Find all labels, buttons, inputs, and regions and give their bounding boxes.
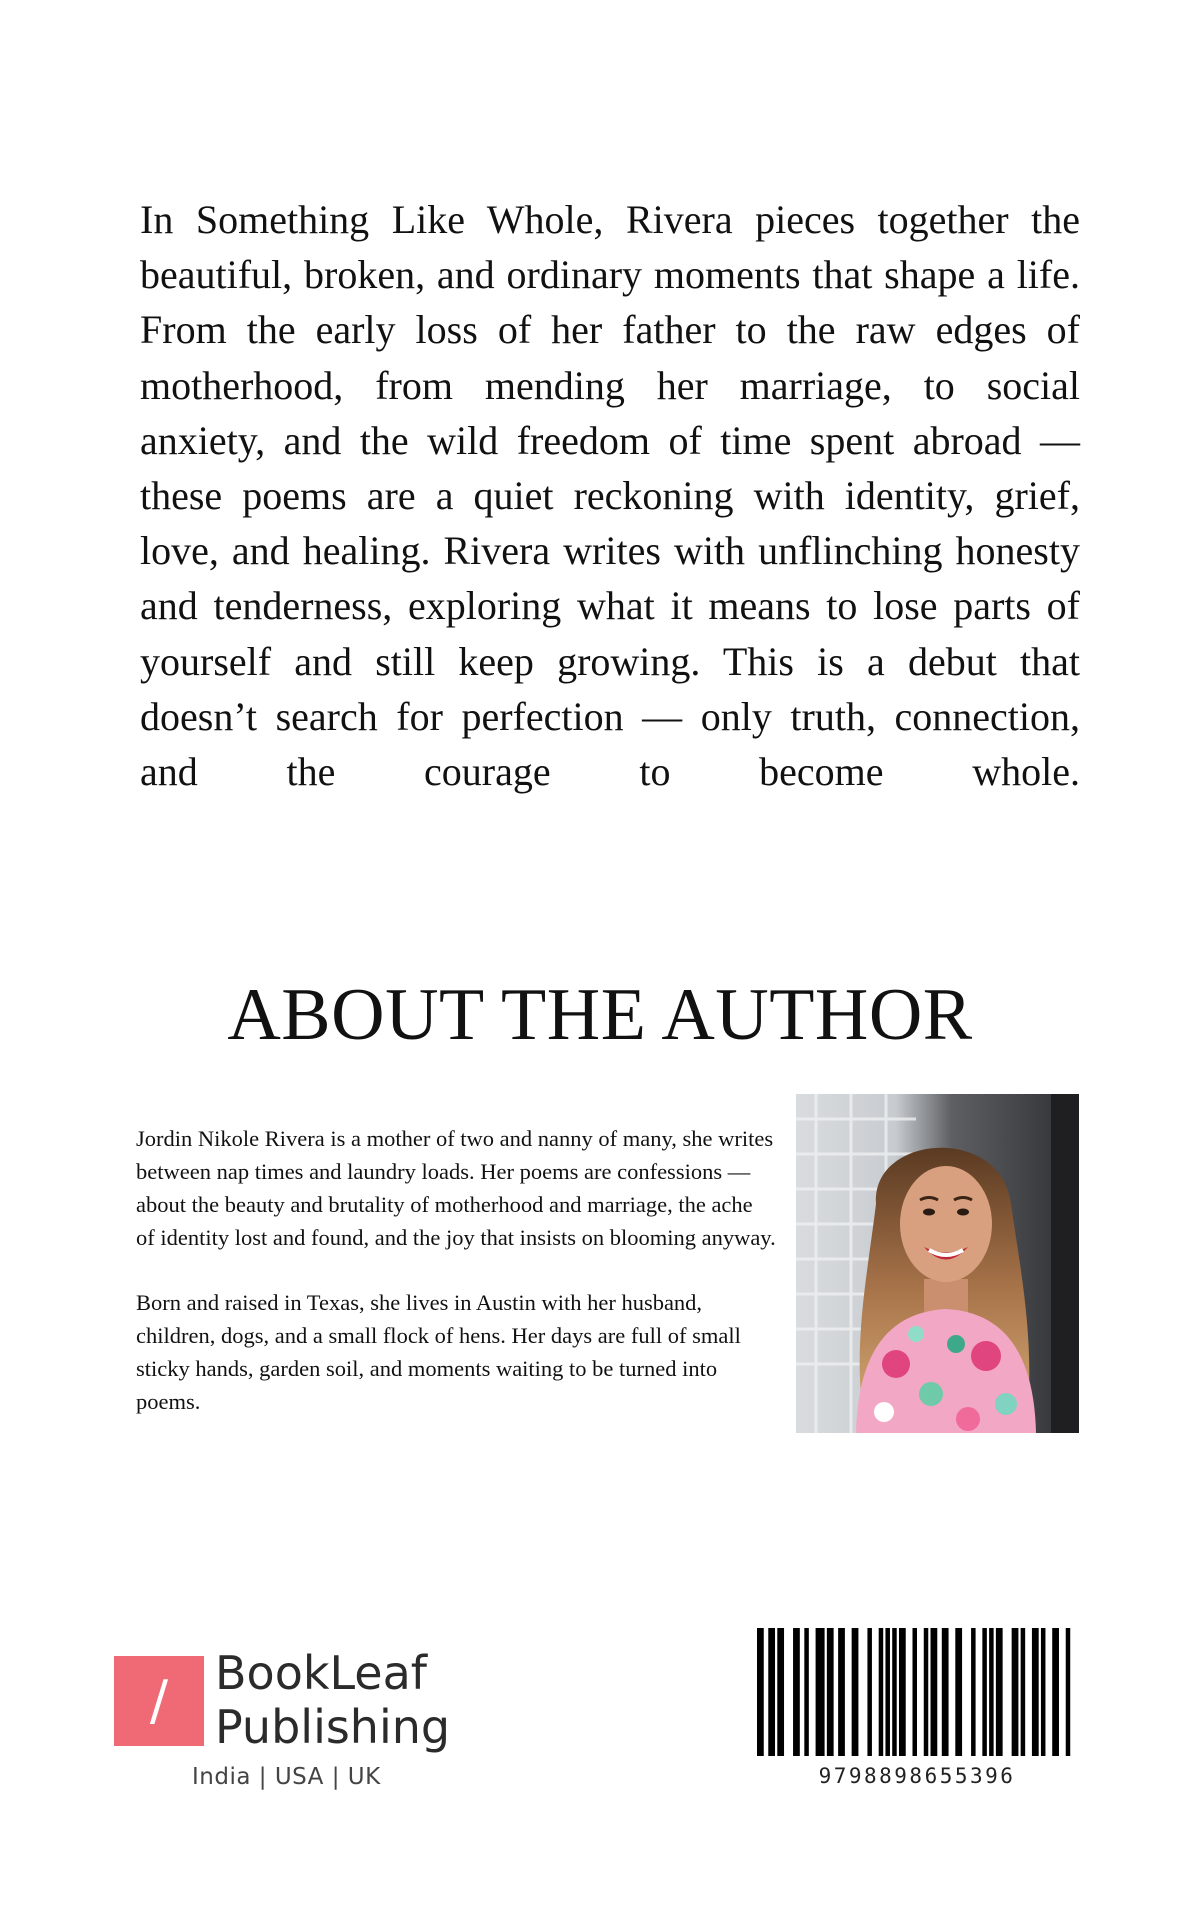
about-the-author-heading: ABOUT THE AUTHOR (227, 974, 973, 1056)
publisher-name-line: BookLeaf (215, 1646, 427, 1700)
barcode-bar (931, 1628, 938, 1756)
barcode-bar (955, 1628, 962, 1756)
barcode-bar (816, 1628, 825, 1756)
barcode-bar (885, 1628, 890, 1756)
slash-icon: / (149, 1669, 169, 1732)
book-blurb: In Something Like Whole, Rivera pieces together the beautiful, broken, and ordinary moments that shape a life. From the early loss of her father to the raw edges of motherhood, from mending her marriage, to social anxiety, and the wild freedom of time spent abroad — these poems are a quiet reckoning with identity, grief, love, and healing. Rivera writes with unflinching honesty and tenderness, exploring what it means to lose parts of yourself and still keep growing. This is a debut that doesn’t search for perfection — only truth, connection, and the courage to become whole. (140, 197, 1080, 795)
barcode-bar (804, 1628, 809, 1756)
author-bio (136, 1122, 776, 1450)
publisher-name (215, 1646, 450, 1754)
barcode-bar (757, 1628, 764, 1756)
barcode (757, 1628, 1077, 1756)
barcode-bar (899, 1628, 906, 1756)
barcode-bar (1012, 1628, 1019, 1756)
barcode-bar (793, 1628, 800, 1756)
barcode-bar (867, 1628, 872, 1756)
publisher-logo-mark (114, 1656, 204, 1746)
barcode-bar (989, 1628, 994, 1756)
barcode-bar (971, 1628, 976, 1756)
author-photo (796, 1094, 1079, 1433)
barcode-bar (852, 1628, 859, 1756)
barcode-bar (879, 1628, 884, 1756)
barcode-bar (827, 1628, 834, 1756)
barcode-bar (777, 1628, 784, 1756)
author-bio-paragraph: Jordin Nikole Rivera is a mother of two and nanny of many, she writes between nap times and laundry loads. Her poems are confessions — about the beauty and brutality of motherhood and marriage, the ache of identity lost and found, and the joy that insists on blooming anyway. (136, 1126, 776, 1250)
barcode-bar (1052, 1628, 1059, 1756)
barcode-bar (1032, 1628, 1039, 1756)
barcode-bar (942, 1628, 949, 1756)
barcode-bar (996, 1628, 1003, 1756)
author-bio-paragraph: Born and raised in Texas, she lives in Austin with her husband, children, dogs, and a small flock of hens. Her days are full of small sticky hands, garden soil, and moments waiting to be turned into poems. (136, 1290, 741, 1414)
publisher-name-line: Publishing (215, 1700, 451, 1754)
isbn-number: 9798898655396 (818, 1764, 1016, 1788)
barcode-bar (1021, 1628, 1026, 1756)
barcode-bar (838, 1628, 845, 1756)
barcode-bar (982, 1628, 987, 1756)
barcode-bar (892, 1628, 897, 1756)
barcode-bar (924, 1628, 929, 1756)
barcode-bar (912, 1628, 917, 1756)
publisher-regions: India | USA | UK (192, 1764, 381, 1790)
barcode-bar (1041, 1628, 1046, 1756)
barcode-bar (1066, 1628, 1071, 1756)
barcode-bar (768, 1628, 775, 1756)
